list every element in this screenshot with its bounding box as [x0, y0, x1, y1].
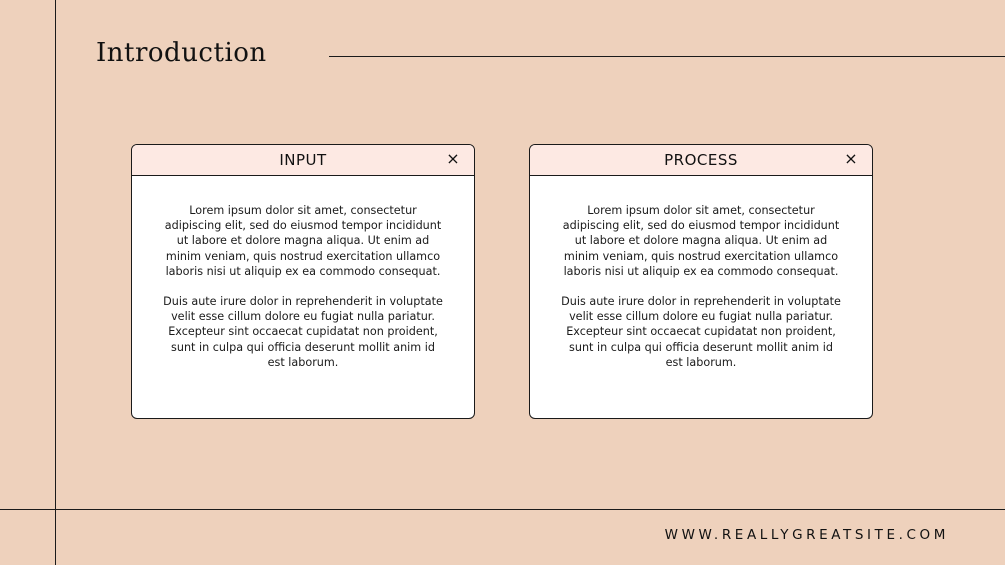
- window-paragraph: Duis aute irure dolor in reprehenderit in voluptate velit esse cillum dolore eu fugiat nulla pariatur. Excepteur sint occaecat cupidatat non proident, sunt in culpa qui officia deserunt mollit anim id est laborum.: [163, 295, 443, 369]
- vertical-divider-line: [55, 0, 56, 565]
- window-titlebar: [132, 145, 474, 176]
- window-paragraph: Lorem ipsum dolor sit amet, consectetur adipiscing elit, sed do eiusmod tempor incididunt ut labore et dolore magna aliqua. Ut enim ad minim veniam, quis nostrud exercitation ullamco laboris nisi ut aliquip ex ea commodo consequat.: [164, 204, 442, 278]
- window-titlebar: [530, 145, 872, 176]
- window-body: [530, 176, 872, 370]
- window-input: [131, 144, 475, 419]
- page-title: Introduction: [96, 38, 267, 68]
- window-paragraph: Duis aute irure dolor in reprehenderit in voluptate velit esse cillum dolore eu fugiat nulla pariatur. Excepteur sint occaecat cupidatat non proident, sunt in culpa qui officia deserunt mollit anim id est laborum.: [561, 295, 841, 369]
- footer-website-url: WWW.REALLYGREATSITE.COM: [664, 527, 949, 543]
- close-icon[interactable]: ×: [844, 149, 858, 168]
- title-rule-line: [329, 56, 1005, 57]
- window-paragraph: Lorem ipsum dolor sit amet, consectetur adipiscing elit, sed do eiusmod tempor incididunt ut labore et dolore magna aliqua. Ut enim ad minim veniam, quis nostrud exercitation ullamco laboris nisi ut aliquip ex ea commodo consequat.: [562, 204, 840, 278]
- footer-divider-line: [0, 509, 1005, 510]
- window-body: [132, 176, 474, 370]
- window-title: PROCESS: [664, 151, 738, 169]
- window-process: [529, 144, 873, 419]
- window-title: INPUT: [279, 151, 327, 169]
- close-icon[interactable]: ×: [446, 149, 460, 168]
